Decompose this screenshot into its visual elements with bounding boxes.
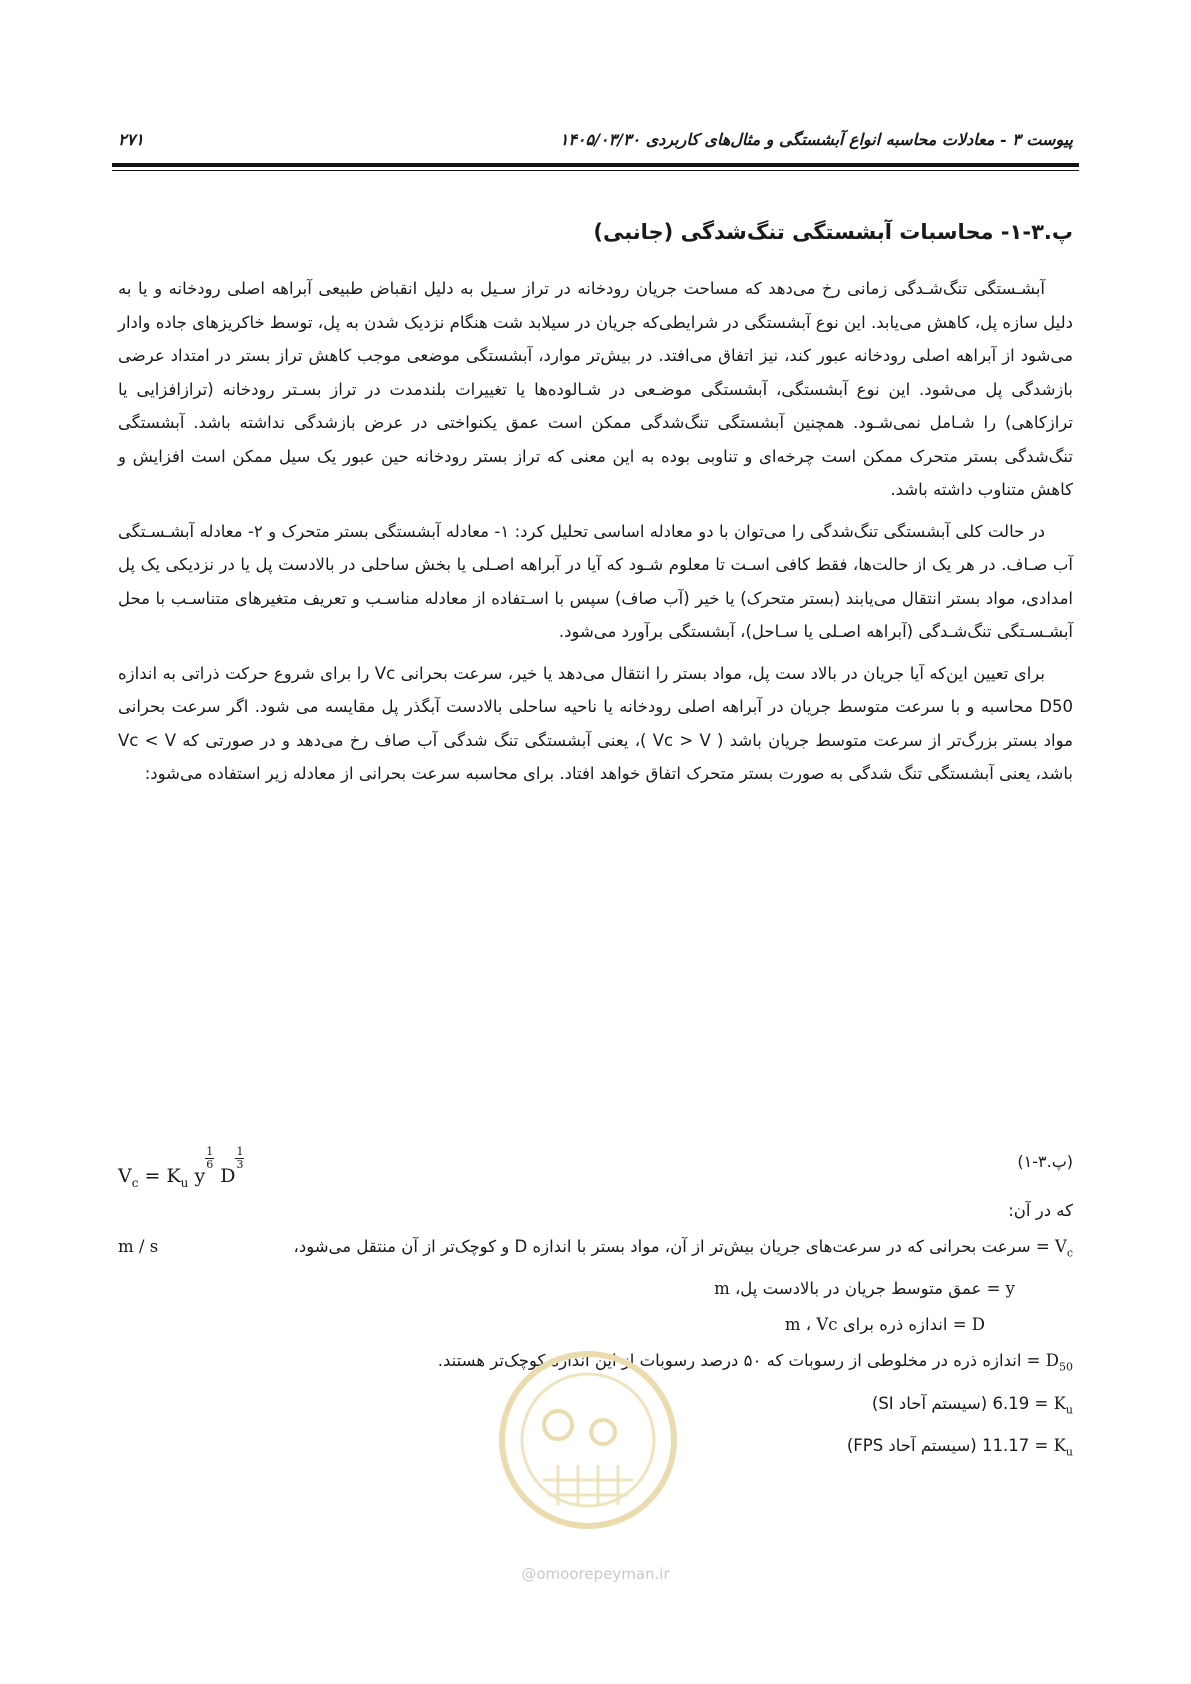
running-header (118, 130, 1073, 156)
def-symbol: $V_c$ (1054, 1237, 1073, 1260)
header-title: پیوست ۳ - معادلات محاسبه انواع آبشستگی و مثال‌های کاربردی ۱۴۰۵/۰۳/۳۰ (559, 130, 1073, 149)
eq-exp2-den: 3 (236, 1158, 244, 1171)
watermark-text: @omoorepeyman.ir (521, 1565, 670, 1583)
definition-d (118, 1307, 1073, 1343)
equation (118, 1146, 244, 1190)
eq-exp1-den: 6 (206, 1158, 214, 1171)
def-text: = اندازه ذره در مخلوطی از رسوبات که ۵۰ درصد رسوبات از این اندازه کوچک‌تر هستند. (437, 1351, 1041, 1371)
section-heading: پ.۳-۱- محاسبات آبشستگی تنگ‌شدگی (جانبی) (593, 220, 1073, 244)
eq-y: y (188, 1165, 206, 1187)
def-text: = عمق متوسط جریان در بالادست پل، (734, 1279, 1001, 1299)
def-text: = اندازه ذره برای (842, 1315, 967, 1335)
def-unit: m (714, 1279, 730, 1299)
definition-vc (118, 1229, 1073, 1271)
header-rule-thin (112, 170, 1079, 171)
def-text: = سرعت بحرانی که در سرعت‌های جریان بیش‌تر از آن، مواد بستر با اندازه D و کوچک‌تر از آن منتقل می‌شود، (293, 1237, 1050, 1256)
def-symbol: $K_u$ (1053, 1393, 1073, 1416)
eq-exp1-num: 1 (206, 1145, 214, 1158)
def-unit: m ، Vc (784, 1315, 838, 1335)
eq-lhs: V (118, 1165, 132, 1187)
paragraph: آبشـستگی تنگ‌شـدگی زمانی رخ می‌دهد که مساحت جریان رودخانه در تراز سـیل به دلیل انقباض طبیعی آبراهه اصلی رودخانه و یا به دلیل سازه پل، کاهش می‌یابد. این نوع آبشستگی در شرایطی‌که جریان در سیلابد شت هنگام نزدیک شدن به پل، توسط خاکریزهای جاده وادار می‌شود از آبراهه اصلی رودخانه عبور کند، نیز اتفاق می‌افتد. در بیش‌تر موارد، آبشستگی موضعی موجب کاهش تراز بستر در امتداد عرضی بازشدگی پل می‌شود. این نوع آبشستگی، آبشستگی موضـعی در شـالوده‌ها یا تغییرات بلندمدت در تراز بسـتر رودخانه (ترازافزایی یا ترازکاهی) را شـامل نمی‌شـود. همچنین آبشستگی تنگ‌شدگی ممکن است عمق یکنواختی در عرض بازشدگی نداشته باشد. آبشستگی تنگ‌شدگی بستر متحرک ممکن است چرخه‌ای و تناوبی بوده به این معنی که تراز بستر رودخانه حین عبور یک سیل ممکن است افزایش و کاهش متناوب داشته باشد. (118, 279, 1073, 499)
eq-exponent-2 (235, 1146, 244, 1171)
eq-equals-k: = K (138, 1165, 181, 1187)
definition-y (118, 1271, 1073, 1307)
def-symbol: D (971, 1315, 985, 1335)
eq-lhs-sub: c (131, 1175, 139, 1190)
header-rule-thick (112, 163, 1079, 167)
equation-row (118, 1145, 1073, 1190)
where-label: که در آن: (1008, 1201, 1073, 1220)
def-unit: m / s (118, 1237, 159, 1256)
eq-k-sub: u (180, 1175, 189, 1190)
equation-number: (پ.۳-۱) (1017, 1152, 1073, 1171)
paragraph: در حالت کلی آبشستگی تنگ‌شدگی را می‌توان با دو معادله اساسی تحلیل کرد: ۱- معادله آبشستگی بستر متحرک و ۲- معادله آبشـسـتگی آب صـاف. در هر یک از حالت‌ها، فقط کافی اسـت تا معلوم شـود که آیا در آبراهه اصـلی یا بخش ساحلی در بالادست پل یا در نزدیکی یک پل امدادی، مواد بستر انتقال می‌یابند (بستر متحرک) یا خیر (آب صاف) سپس با اسـتفاده از معادله مناسـب و تعریف متغیرهای متناسـب با محل آبشـسـتگی تنگ‌شـدگی (آبراهه اصـلی یا سـاحل)، آبشستگی برآورد می‌شود. (118, 521, 1073, 641)
paragraph: برای تعیین این‌که آیا جریان در بالاد ست پل، مواد بستر را انتقال می‌دهد یا خیر، سرعت بحرانی Vc را برای شروع حرکت ذراتی به اندازه D50 محاسبه و با سرعت متوسط جریان در آبراهه اصلی رودخانه یا ناحیه ساحلی بالادست آبگذر پل مقایسه می شود. اگر سرعت بحرانی مواد بستر بزرگ‌تر از سرعت متوسط جریان باشد ( Vc > V )، یعنی آبشستگی تنگ شدگی آب صاف رخ می‌دهد و در صورتی که Vc < V باشد، یعنی آبشستگی تنگ شدگی به صورت بستر متحرک اتفاق خواهد افتاد. برای محاسبه سرعت بحرانی از معادله زیر استفاده می‌شود: (118, 663, 1073, 783)
eq-exp2-num: 1 (236, 1145, 244, 1158)
body-text (118, 272, 1073, 799)
page-number: ۲۷۱ (118, 130, 144, 149)
def-symbol: $K_u$ (1053, 1435, 1073, 1459)
def-text: = 11.17 (سیستم آحاد FPS) (846, 1435, 1049, 1455)
def-symbol: y (1005, 1279, 1015, 1299)
eq-d: D (214, 1165, 236, 1187)
def-text: = 6.19 (سیستم آحاد SI) (871, 1393, 1049, 1413)
eq-exponent-1 (205, 1146, 214, 1171)
watermark-seal (488, 1340, 688, 1540)
def-symbol: $D_{50}$ (1045, 1351, 1073, 1374)
